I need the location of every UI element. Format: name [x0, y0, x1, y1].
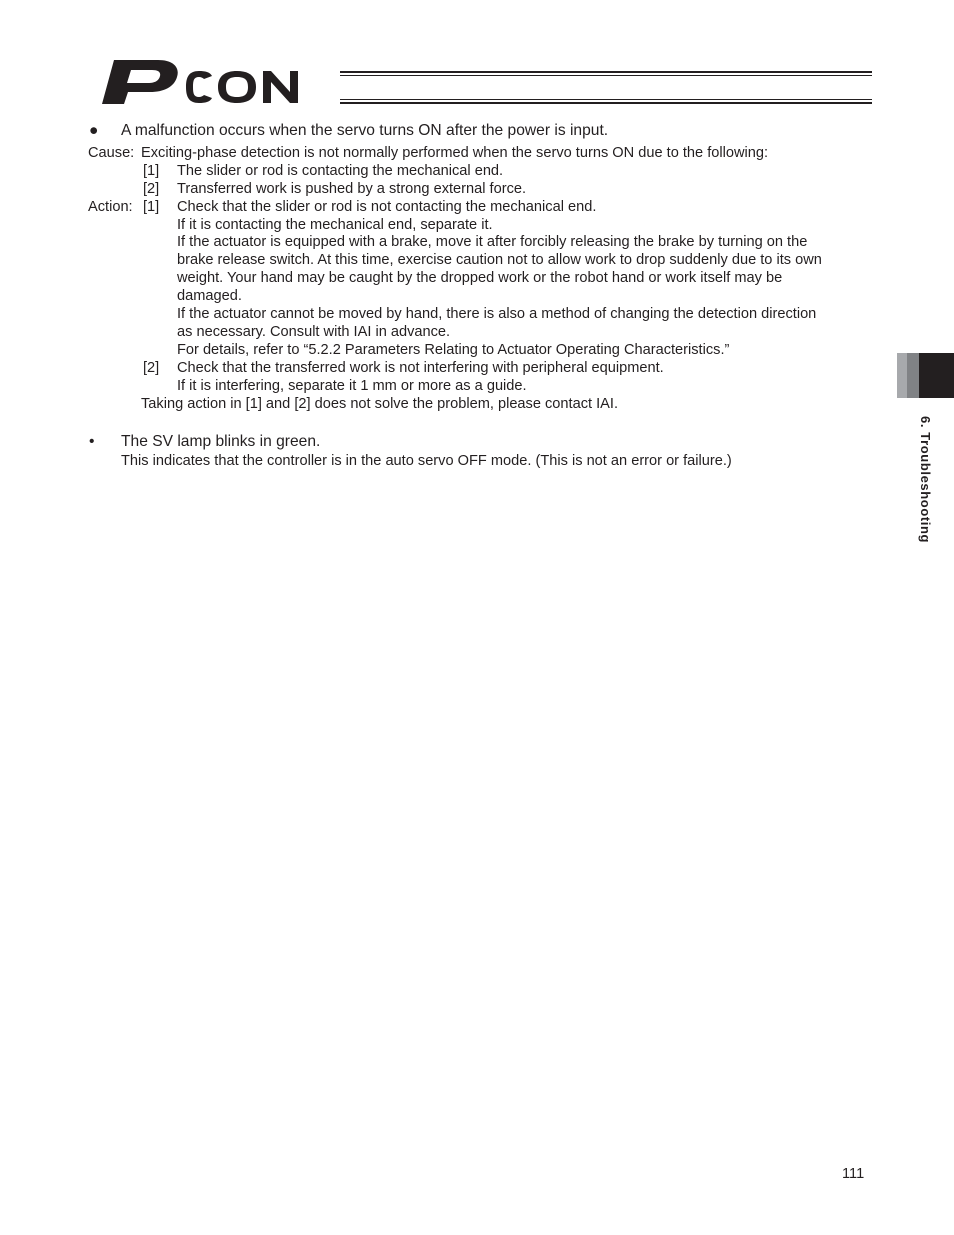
action-line: If the actuator cannot be moved by hand, there is also a method of changing the detection direction	[177, 306, 817, 322]
header-rule	[340, 71, 872, 73]
pcon-logo-graphic	[100, 56, 340, 106]
action-line: damaged.	[177, 288, 242, 304]
header-rule	[340, 99, 872, 100]
action-line: If it is contacting the mechanical end, separate it.	[177, 217, 493, 233]
action-label: Action:	[88, 199, 133, 215]
action-line: Check that the transferred work is not interfering with peripheral equipment.	[177, 360, 664, 376]
action-line: For details, refer to “5.2.2 Parameters Relating to Actuator Operating Characteristics.”	[177, 342, 730, 358]
header-rule	[340, 102, 872, 104]
action-item-number: [2]	[143, 360, 160, 376]
cause-label: Cause:	[88, 145, 135, 161]
action-line: Check that the slider or rod is not contacting the mechanical end.	[177, 199, 597, 215]
action-line: weight. Your hand may be caught by the dropped work or the robot hand or work itself may be	[177, 270, 783, 286]
section-heading: The SV lamp blinks in green.	[121, 433, 321, 450]
cause-item-number: [1]	[143, 163, 160, 179]
cause-item-text: Transferred work is pushed by a strong external force.	[177, 181, 527, 197]
chapter-tab-marker	[919, 353, 954, 398]
cause-text: Exciting-phase detection is not normally performed when the servo turns ON due to the following:	[141, 145, 769, 161]
cause-item-number: [2]	[143, 181, 160, 197]
action-item-number: [1]	[143, 199, 160, 215]
bullet: ●	[89, 122, 99, 139]
action-line: brake release switch. At this time, exercise caution not to allow work to drop suddenly due to its own	[177, 252, 822, 268]
chapter-tab-label	[919, 416, 939, 556]
page-number: 111	[842, 1166, 865, 1182]
action-line: as necessary. Consult with IAI in advance.	[177, 324, 451, 340]
body-text: This indicates that the controller is in the auto servo OFF mode. (This is not an error or failure.)	[121, 453, 732, 469]
header-rule	[340, 75, 872, 76]
chapter-tab-text: 6. Troubleshooting	[918, 416, 933, 544]
section-heading: A malfunction occurs when the servo turns ON after the power is input.	[121, 122, 609, 139]
closing-note: Taking action in [1] and [2] does not solve the problem, please contact IAI.	[141, 396, 619, 412]
bullet: •	[89, 433, 95, 450]
chapter-tab-marker	[897, 353, 919, 398]
cause-item-text: The slider or rod is contacting the mechanical end.	[177, 163, 504, 179]
action-line: If the actuator is equipped with a brake, move it after forcibly releasing the brake by turning on the	[177, 234, 808, 250]
action-line: If it is interfering, separate it 1 mm or more as a guide.	[177, 378, 527, 394]
pcon-logo	[100, 56, 340, 106]
